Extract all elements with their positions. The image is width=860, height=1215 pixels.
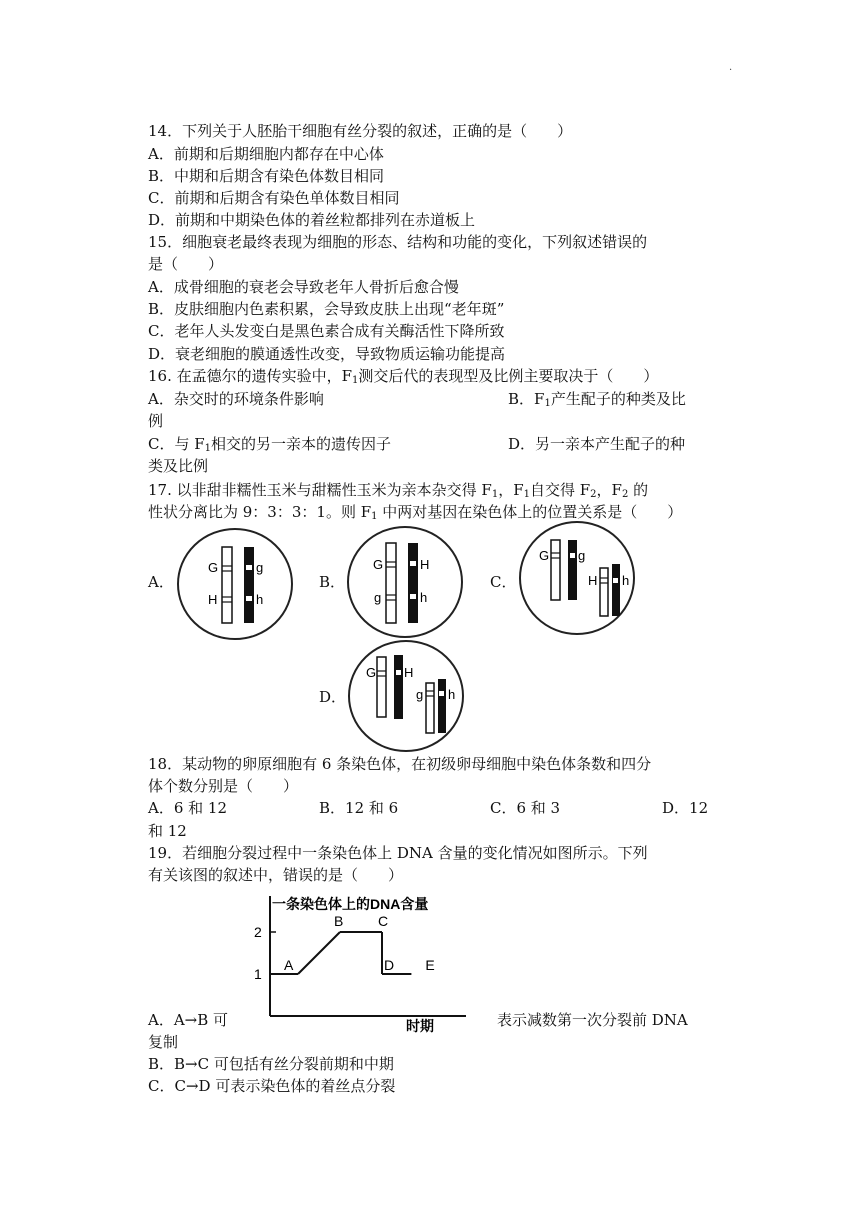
gene-label-H: H [404, 665, 414, 680]
series-segment [298, 932, 340, 974]
x-axis-label: 时期 [406, 1018, 434, 1034]
chromosome-black [394, 655, 403, 719]
gene-label-g: g [578, 548, 586, 563]
gene-label-g: g [374, 590, 382, 605]
gene-label-h: h [622, 573, 630, 588]
chromosome-white [600, 568, 608, 616]
corner-mark: . [729, 62, 733, 73]
point-label-B: B [334, 913, 344, 929]
chromosome-black [408, 543, 418, 623]
chromosome-white [377, 657, 386, 717]
cell-diagram-d [347, 639, 465, 753]
q19-option-a: A．A→B 可 [148, 1011, 229, 1029]
q14-option-b: B．中期和后期含有染色体数目相同 [148, 167, 385, 185]
q17-stem-line1: 17. 以非甜非糯性玉米与甜糯性玉米为亲本杂交得 $F_1$，$F_1$自交得 $F_2$，$F_2$ 的 [148, 481, 649, 500]
gene-label-G: G [366, 665, 377, 680]
cell-diagram-a [176, 527, 294, 641]
y-tick-label: 2 [254, 924, 262, 940]
q17-option-a-label: A． [148, 573, 174, 591]
chromosome-black [568, 540, 577, 600]
q15-option-b: B．皮肤细胞内色素积累，会导致皮肤上出现“老年斑” [148, 300, 505, 318]
q18-option-b: B．12 和 6 [319, 799, 399, 817]
q19-option-a-wrap: 复制 [148, 1033, 179, 1051]
point-label-D: D [384, 957, 395, 973]
q17-option-b-label: B． [319, 573, 346, 591]
q18-option-d: D．12 [662, 799, 709, 817]
gene-label-h: h [420, 590, 428, 605]
gene-label-H: H [208, 592, 218, 607]
gene-label-G: G [208, 560, 219, 575]
q18-stem-line1: 18．某动物的卵原细胞有 6 条染色体，在初级卵母细胞中染色体条数和四分 [148, 755, 652, 773]
q15-option-c: C．老年人头发变白是黑色素合成有关酶活性下降所致 [148, 322, 505, 340]
q19-option-b: B．B→C 可包括有丝分裂前期和中期 [148, 1055, 394, 1073]
q14-option-d: D．前期和中期染色体的着丝粒都排列在赤道板上 [148, 211, 476, 229]
chromosome-white [222, 547, 232, 623]
gene-label-H: H [420, 557, 430, 572]
gene-label-g: g [416, 687, 424, 702]
cell-diagram-b [346, 525, 464, 639]
y-axis-label: 一条染色体上的DNA含量 [272, 896, 429, 912]
q16-stem: 16. 在孟德尔的遗传实验中，$F_1$测交后代的表现型及比例主要取决于（ ） [148, 367, 659, 386]
q17-option-c-label: C． [490, 573, 517, 591]
point-label-A: A [284, 957, 294, 973]
q14-option-c: C．前期和后期含有染色单体数目相同 [148, 189, 400, 207]
cell-membrane [348, 527, 462, 637]
q18-option-c: C．6 和 3 [490, 799, 561, 817]
gene-label-H: H [588, 573, 598, 588]
q18-option-d-wrap: 和 12 [148, 822, 187, 840]
chromosome-white [551, 540, 560, 600]
chromosome-white [386, 543, 396, 623]
q19-stem-line1: 19．若细胞分裂过程中一条染色体上 DNA 含量的变化情况如图所示。下列 [148, 844, 648, 862]
q17-stem-line2: 性状分离比为 9：3：3：1。则 $F_1$ 中两对基因在染色体上的位置关系是（ ） [148, 503, 683, 522]
q16-option-b-wrap: 例 [148, 412, 164, 430]
gene-label-h: h [448, 687, 456, 702]
q14-option-a: A．前期和后期细胞内都存在中心体 [148, 145, 384, 163]
q17-option-d-label: D． [319, 688, 347, 706]
q18-option-a: A．6 和 12 [148, 799, 227, 817]
chromosome-black [438, 679, 446, 733]
gene-label-h: h [256, 592, 264, 607]
chromosome-black [612, 564, 620, 616]
gene-label-g: g [256, 560, 264, 575]
gene-label-G: G [373, 557, 384, 572]
q16-option-b: B．$F_1$产生配子的种类及比 [508, 390, 686, 409]
q14-stem: 14．下列关于人胚胎干细胞有丝分裂的叙述，正确的是（ ） [148, 122, 573, 140]
q16-option-d: D．另一亲本产生配子的种 [508, 435, 686, 453]
y-tick-label: 1 [254, 966, 262, 982]
q18-stem-line2: 体个数分别是（ ） [148, 777, 299, 795]
dna-content-chart [248, 888, 473, 1038]
cell-membrane [178, 529, 292, 639]
point-label-E: E [425, 957, 435, 973]
q19-stem-line2: 有关该图的叙述中，错误的是（ ） [148, 866, 404, 884]
q19-option-a-cont: 表示减数第一次分裂前 DNA [497, 1011, 688, 1029]
gene-label-G: G [539, 548, 550, 563]
q15-option-d: D．衰老细胞的膜通透性改变，导致物质运输功能提高 [148, 345, 506, 363]
q16-option-a: A．杂交时的环境条件影响 [148, 390, 324, 408]
q15-option-a: A．成骨细胞的衰老会导致老年人骨折后愈合慢 [148, 278, 459, 296]
cell-diagram-c [518, 520, 636, 636]
q19-option-c: C．C→D 可表示染色体的着丝点分裂 [148, 1077, 396, 1095]
q16-option-c: C．与 $F_1$相交的另一亲本的遗传因子 [148, 435, 392, 454]
chromosome-black [244, 547, 254, 623]
q15-stem-line1: 15．细胞衰老最终表现为细胞的形态、结构和功能的变化，下列叙述错误的 [148, 233, 648, 251]
q16-option-d-wrap: 类及比例 [148, 457, 209, 475]
point-label-C: C [378, 913, 389, 929]
q15-stem-line2: 是（ ） [148, 255, 224, 273]
